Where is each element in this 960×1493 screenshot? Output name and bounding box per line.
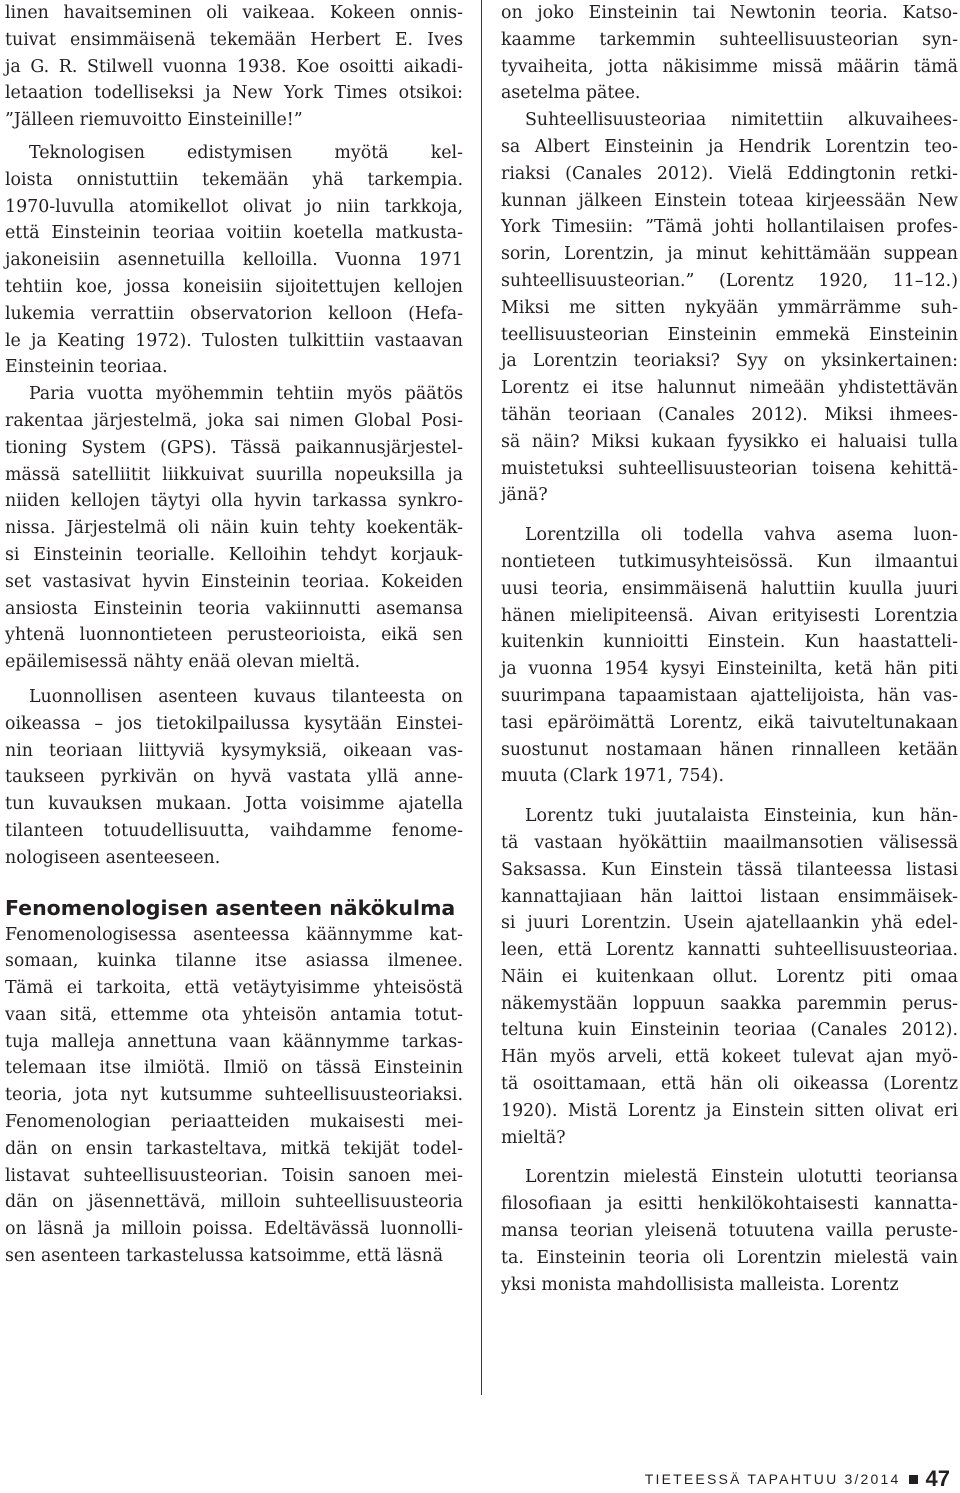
text-line: somaan, kuinka tilanne itse asiassa ilmenee. [5, 951, 463, 972]
text-line: teellisuusteorian Einsteinin emmekä Einsteinin [501, 324, 958, 345]
text-line: tasi epäröimättä Lorentz, eikä taivuteltunakaan [501, 712, 958, 733]
text-line: nissa. Järjestelmä oli näin kuin tehty koekentäk- [5, 518, 463, 539]
text-line: yksi monista mahdollisista malleista. Lorentz [501, 1274, 899, 1295]
text-line: jakoneisiin asennetuilla kelloilla. Vuonna 1971 [5, 250, 463, 271]
text-line: Tämä ei tarkoita, että vetäytyisimme yhteisöstä [5, 978, 463, 999]
text-line: dän on jäsennettävä, milloin suhteellisuusteoria [5, 1192, 463, 1213]
text-line: sä näin? Miksi kukaan fyysikko ei haluaisi tulla [501, 431, 958, 452]
text-line: set vastasivat hyvin Einsteinin teoriaa. Kokeiden [5, 571, 463, 592]
text-line: 1970-luvulla atomikellot olivat jo niin tarkkoja, [5, 196, 463, 217]
paragraph [5, 381, 463, 676]
right-column [501, 0, 958, 1298]
text-line: että Einsteinin teoriaa voitiin koetella matkusta- [5, 223, 463, 244]
text-line: Luonnollisen asenteen kuvaus tilanteesta on [29, 686, 463, 707]
text-line: nin teoriaan liittyviä kysymyksiä, oikeaan vas- [5, 740, 463, 761]
text-line: tä osoittamaan, että hän oli oikeassa (Lorentz [501, 1074, 958, 1095]
text-line: 1920). Mistä Lorentz ja Einstein sitten olivat eri [501, 1100, 958, 1121]
left-column [5, 0, 463, 1270]
text-line: tuivat ensimmäisenä tekemään Herbert E. Ives [5, 29, 463, 50]
text-line: Paria vuotta myöhemmin tehtiin myös päätös [29, 384, 463, 405]
text-line: hänen mielipiteensä. Aivan erityisesti Lorentzia [501, 605, 958, 626]
text-line: näkemystään loppuun saakka paremmin perus- [501, 993, 958, 1014]
text-line: dän on ensin tarkasteltava, mitkä tekijät todel- [5, 1138, 463, 1159]
text-line: on joko Einsteinin tai Newtonin teoria. Katso- [501, 3, 958, 23]
text-line: muuta (Clark 1971, 754). [501, 766, 724, 787]
text-line: kuitenkin kunnioitti Einstein. Kun haastatteli- [501, 632, 958, 653]
text-line: Lorentzilla oli todella vahva asema luon- [525, 525, 958, 546]
text-line: Suhteellisuusteoriaa nimitettiin alkuvaihees- [525, 110, 958, 131]
text-line: mässä satelliitit liikkuivat suurilla nopeuksilla ja [5, 464, 463, 485]
text-line: taukseen pyrkivän on hyvä vastata yllä anne- [5, 767, 463, 788]
text-line: oikeassa – jos tietokilpailussa kysytään Einstei- [5, 713, 463, 734]
paragraph [501, 522, 958, 790]
paragraph [501, 1164, 958, 1298]
text-line: vaan sitä, ettemme ota yhteisön antamia totut- [5, 1004, 463, 1025]
text-line: yhtenä luonnontieteen perusteorioista, eikä sen [5, 625, 463, 646]
text-line: teoria, jota nyt kutsumme suhteellisuusteoriaksi. [5, 1085, 463, 1106]
paragraph [501, 0, 958, 107]
text-line: Fenomenologisessa asenteessa käännymme kat- [5, 924, 463, 945]
paragraph [5, 140, 463, 381]
text-line: tuja malleja annettuna vaan käännymme tarkas- [5, 1031, 463, 1052]
text-line: jänä? [501, 485, 548, 506]
text-line: tähän teoriaan (Canales 2012). Miksi ihmees- [501, 404, 958, 425]
column-divider [481, 0, 482, 1395]
text-line: leen, että Lorentz kannatti suhteellisuusteoriaa. [501, 940, 958, 961]
section-heading: Fenomenologisen asenteen näkökulma [5, 895, 456, 920]
text-line: riaksi (Canales 2012). Vielä Eddingtonin retki- [501, 163, 958, 184]
text-line: Hän myös arveli, että kokeet tulevat ajan myö- [501, 1047, 958, 1068]
text-line: mieltä? [501, 1127, 566, 1148]
text-line: muistetuksi suhteellisuusteorian toisena kehittä- [501, 458, 958, 479]
page-footer [645, 1466, 950, 1492]
text-line: sa Albert Einsteinin ja Hendrik Lorentzin teo- [501, 136, 958, 157]
text-line: tyvaiheita, jotta näkisimme missä määrin tämä [501, 56, 958, 77]
text-line: niiden kellojen täytyi olla hyvin tarkassa synkro- [5, 491, 463, 512]
text-line: filosofiaan ja esitti henkilökohtaisesti kannatta- [501, 1194, 958, 1215]
text-line: Lorentzin mielestä Einstein ulotutti teoriansa [525, 1167, 958, 1188]
text-line: tioning System (GPS). Tässä paikannusjärjestel- [5, 437, 463, 458]
page-number: 47 [925, 1466, 950, 1491]
text-line: ja G. R. Stilwell vuonna 1938. Koe osoitti aikadi- [5, 56, 463, 77]
text-line: listavat suhteellisuusteorian. Toisin sanoen mei- [5, 1165, 463, 1186]
text-line: rakentaa järjestelmä, joka sai nimen Global Posi- [5, 410, 463, 431]
paragraph [5, 684, 463, 872]
text-line: lukemia verrattiin observatorion kelloon (Hefa- [5, 303, 463, 324]
text-line: suostunut nostamaan hänen rinnalleen ketään [501, 739, 958, 760]
text-line: telemaan itse ilmiötä. Ilmiö on tässä Einsteinin [5, 1058, 463, 1079]
text-line: Lorentz ei itse halunnut nimeään yhdistettävän [501, 378, 958, 399]
text-line: ja Lorentzin teoriaksi? Syy on yksinkertainen: [501, 351, 958, 372]
text-line: on läsnä ja milloin poissa. Edeltävässä luonnolli- [5, 1219, 463, 1240]
square-bullet-icon [909, 1475, 918, 1484]
text-line: Teknologisen edistymisen myötä kel- [29, 142, 463, 163]
text-line: uusi teoria, ensimmäisenä haluttiin kuulla juuri [501, 578, 958, 599]
text-line: suurimpana tapaamistaan ajattelijoista, hän vas- [501, 685, 958, 706]
text-line: loista onnistuttiin tekemään yhä tarkempia. [5, 169, 463, 190]
text-line: linen havaitseminen oli vaikeaa. Kokeen onnis- [5, 3, 463, 23]
text-line: ansiosta Einsteinin teoria vakiinnutti asemansa [5, 598, 463, 619]
text-line: tilanteen totuudellisuutta, vaihdamme fenome- [5, 820, 463, 841]
text-line: sen asenteen tarkastelussa katsoimme, että läsnä [5, 1246, 444, 1267]
text-line: tun kuvauksen mukaan. Jotta voisimme ajatella [5, 794, 463, 815]
paragraph [5, 0, 463, 134]
text-line: nontieteen tutkimusyhteisössä. Kun ilmaantui [501, 551, 958, 572]
text-line: suhteellisuusteorian.” (Lorentz 1920, 11–12.) [501, 270, 958, 291]
text-line: letaation todelliseksi ja New York Times otsikoi: [5, 83, 463, 104]
magazine-title: TIETEESSÄ TAPAHTUU 3/2014 [644, 1471, 901, 1487]
text-line: le ja Keating 1972). Tulosten tulkittiin vastaavan [5, 330, 463, 351]
text-line: nologiseen asenteeseen. [5, 847, 221, 868]
text-line: York Timesiin: ”Tämä johti hollantilaisen profes- [501, 217, 958, 238]
text-line: kunnan jälkeen Einstein toteaa kirjeessään New [501, 190, 958, 211]
text-line: Lorentz tuki juutalaista Einsteinia, kun hän- [525, 806, 958, 827]
text-line: si juuri Lorentzin. Usein ajatellaankin yhä edel- [501, 913, 958, 934]
text-line: Saksassa. Kun Einstein tässä tilanteessa listasi [501, 859, 958, 880]
paragraph [5, 922, 463, 1270]
text-line: kannattajiaan hän laittoi listaan ensimmäisek- [501, 886, 958, 907]
text-line: ”Jälleen riemuvoitto Einsteinille!” [5, 110, 303, 131]
text-line: tehtiin koe, jossa koneisiin sijoitettujen kellojen [5, 276, 463, 297]
text-line: si Einsteinin teorialle. Kelloihin tehdyt korjauk- [5, 544, 463, 565]
text-line: mansa teorian yleisenä totuutena vailla peruste- [501, 1221, 958, 1242]
text-line: teltuna kuin Einsteinin teoriaa (Canales 2012). [501, 1020, 958, 1041]
text-line: ta. Einsteinin teoria oli Lorentzin mielestä vain [501, 1247, 958, 1268]
text-line: Näin ei kuitenkaan ollut. Lorentz piti omaa [501, 966, 958, 987]
text-line: tä vastaan hyökättiin maailmansotien välisessä [501, 832, 958, 853]
paragraph [501, 107, 958, 509]
text-line: sorin, Lorentzin, ja minut kehittämään suppean [501, 244, 958, 265]
text-line: Miksi me sitten nykyään ymmärrämme suh- [501, 297, 958, 318]
paragraph [501, 803, 958, 1151]
text-line: kaamme tarkemmin suhteellisuusteorian syn- [501, 29, 958, 50]
text-line: Fenomenologian periaatteiden mukaisesti mei- [5, 1112, 463, 1133]
text-line: asetelma pätee. [501, 83, 641, 104]
text-line: ja vuonna 1954 kysyi Einsteinilta, ketä hän piti [501, 659, 958, 680]
text-line: Einsteinin teoriaa. [5, 357, 168, 378]
text-line: epäilemisessä nähty enää olevan mieltä. [5, 652, 361, 673]
